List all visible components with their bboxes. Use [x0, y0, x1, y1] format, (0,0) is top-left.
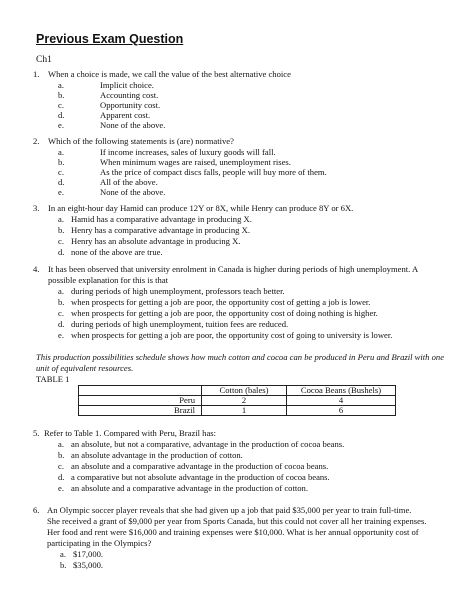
q3-option-letter: d.: [58, 247, 65, 257]
q4-option-letter: a.: [58, 286, 64, 296]
q4-option-a: during periods of high unemployment, professors teach better.: [71, 286, 285, 296]
question-4-number: 4.: [33, 264, 40, 274]
q5-option-e: an absolute and a comparative advantage in the production of cotton.: [71, 483, 308, 493]
q4-option-letter: e.: [58, 330, 64, 340]
q2-option-e: None of the above.: [100, 187, 166, 197]
q1-option-letter: d.: [58, 110, 65, 120]
q2-option-b: When minimum wages are raised, unemployment rises.: [100, 157, 291, 167]
q3-option-letter: b.: [58, 225, 65, 235]
question-1-text: When a choice is made, we call the value of the best alternative choice: [48, 69, 291, 79]
question-3-number: 3.: [33, 203, 40, 213]
q3-option-b: Henry has a comparative advantage in producing X.: [71, 225, 250, 235]
question-2-text: Which of the following statements is (are) normative?: [48, 136, 234, 146]
q3-option-letter: a.: [58, 214, 64, 224]
q4-option-b: when prospects for getting a job are poor, the opportunity cost of getting a job is lower.: [71, 297, 371, 307]
q1-option-e: None of the above.: [100, 120, 166, 130]
q1-option-a: Implicit choice.: [100, 80, 154, 90]
question-6-line1: An Olympic soccer player reveals that she had given up a job that paid $35,000 per year to train full-time.: [47, 505, 412, 515]
q5-option-c: an absolute and a comparative advantage in the production of cocoa beans.: [71, 461, 329, 471]
question-4-text-line1: It has been observed that university enrolment in Canada is higher during periods of high unemployment. A: [48, 264, 419, 274]
q1-option-c: Opportunity cost.: [100, 100, 161, 110]
question-5-text: Refer to Table 1. Compared with Peru, Brazil has:: [44, 428, 217, 438]
question-2-number: 2.: [33, 136, 40, 146]
question-6-line2: She received a grant of $9,000 per year from Sports Canada, but this could not cover all her training expenses.: [47, 516, 427, 526]
q2-option-letter: b.: [58, 157, 65, 167]
q3-option-a: Hamid has a comparative advantage in producing X.: [71, 214, 252, 224]
production-table: [78, 385, 396, 416]
q4-option-letter: c.: [58, 308, 64, 318]
q4-option-letter: d.: [58, 319, 65, 329]
question-6-number: 6.: [33, 505, 40, 515]
question-6-line3: Her food and rent were $16,000 and training expenses were $10,000. What is her annual opportunity cost of: [47, 527, 419, 537]
table-cell: 6: [287, 406, 396, 416]
q3-option-c: Henry has an absolute advantage in producing X.: [71, 236, 241, 246]
question-6-line4: participating in the Olympics?: [47, 538, 152, 548]
table-cell: Brazil: [79, 406, 202, 416]
q1-option-letter: c.: [58, 100, 64, 110]
q1-option-letter: e.: [58, 120, 64, 130]
q2-option-c: As the price of compact discs falls, people will buy more of them.: [100, 167, 327, 177]
q2-option-letter: e.: [58, 187, 64, 197]
q4-option-c: when prospects for getting a job are poor, the opportunity cost of doing nothing is higher.: [71, 308, 378, 318]
q5-option-d: a comparative but not absolute advantage in the production of cocoa beans.: [71, 472, 330, 482]
table-row: [79, 396, 396, 406]
q6-option-letter: a.: [60, 549, 66, 559]
table-header-cell: [79, 386, 202, 396]
q5-option-letter: e.: [58, 483, 64, 493]
q5-option-a: an absolute, but not a comparative, advantage in the production of cocoa beans.: [71, 439, 345, 449]
table-cell: 2: [202, 396, 287, 406]
q2-option-letter: c.: [58, 167, 64, 177]
q6-option-a: $17,000.: [73, 549, 104, 559]
q2-option-a: If income increases, sales of luxury goods will fall.: [100, 147, 276, 157]
page-title: Previous Exam Question: [36, 32, 184, 46]
table-row: [79, 406, 396, 416]
q1-option-letter: b.: [58, 90, 65, 100]
table-header-row: [79, 386, 396, 396]
q1-option-letter: a.: [58, 80, 64, 90]
question-4-text-line2: possible explanation for this is that: [48, 275, 169, 285]
question-1-number: 1.: [33, 69, 40, 79]
q3-option-d: none of the above are true.: [71, 247, 163, 257]
q1-option-d: Apparent cost.: [100, 110, 151, 120]
q2-option-d: All of the above.: [100, 177, 158, 187]
q5-option-letter: a.: [58, 439, 64, 449]
chapter-label: Ch1: [36, 55, 52, 65]
q2-option-letter: d.: [58, 177, 65, 187]
q4-option-e: when prospects for getting a job are poor, the opportunity cost of going to university is lower.: [71, 330, 393, 340]
q5-option-b: an absolute advantage in the production of cotton.: [71, 450, 243, 460]
question-3-text: In an eight-hour day Hamid can produce 12Y or 8X, while Henry can produce 8Y or 6X.: [48, 203, 354, 213]
q5-option-letter: d.: [58, 472, 65, 482]
table-cell: Peru: [79, 396, 202, 406]
table-cell: 4: [287, 396, 396, 406]
table-cell: 1: [202, 406, 287, 416]
q4-option-d: during periods of high unemployment, tuition fees are reduced.: [71, 319, 289, 329]
table-intro-line1: This production possibilities schedule shows how much cotton and cocoa can be produced in Peru and Brazil with one: [36, 352, 445, 362]
q6-option-letter: b.: [60, 560, 67, 570]
question-5-number: 5.: [33, 428, 40, 438]
table-header-cell: Cocoa Beans (Bushels): [287, 386, 396, 396]
table-header-cell: Cotton (bales): [202, 386, 287, 396]
q5-option-letter: c.: [58, 461, 64, 471]
q2-option-letter: a.: [58, 147, 64, 157]
table-label: TABLE 1: [36, 374, 70, 384]
q4-option-letter: b.: [58, 297, 65, 307]
q3-option-letter: c.: [58, 236, 64, 246]
q6-option-b: $35,000.: [73, 560, 104, 570]
table-intro-line2: unit of equivalent resources.: [36, 363, 134, 373]
q1-option-b: Accounting cost.: [100, 90, 159, 100]
q5-option-letter: b.: [58, 450, 65, 460]
